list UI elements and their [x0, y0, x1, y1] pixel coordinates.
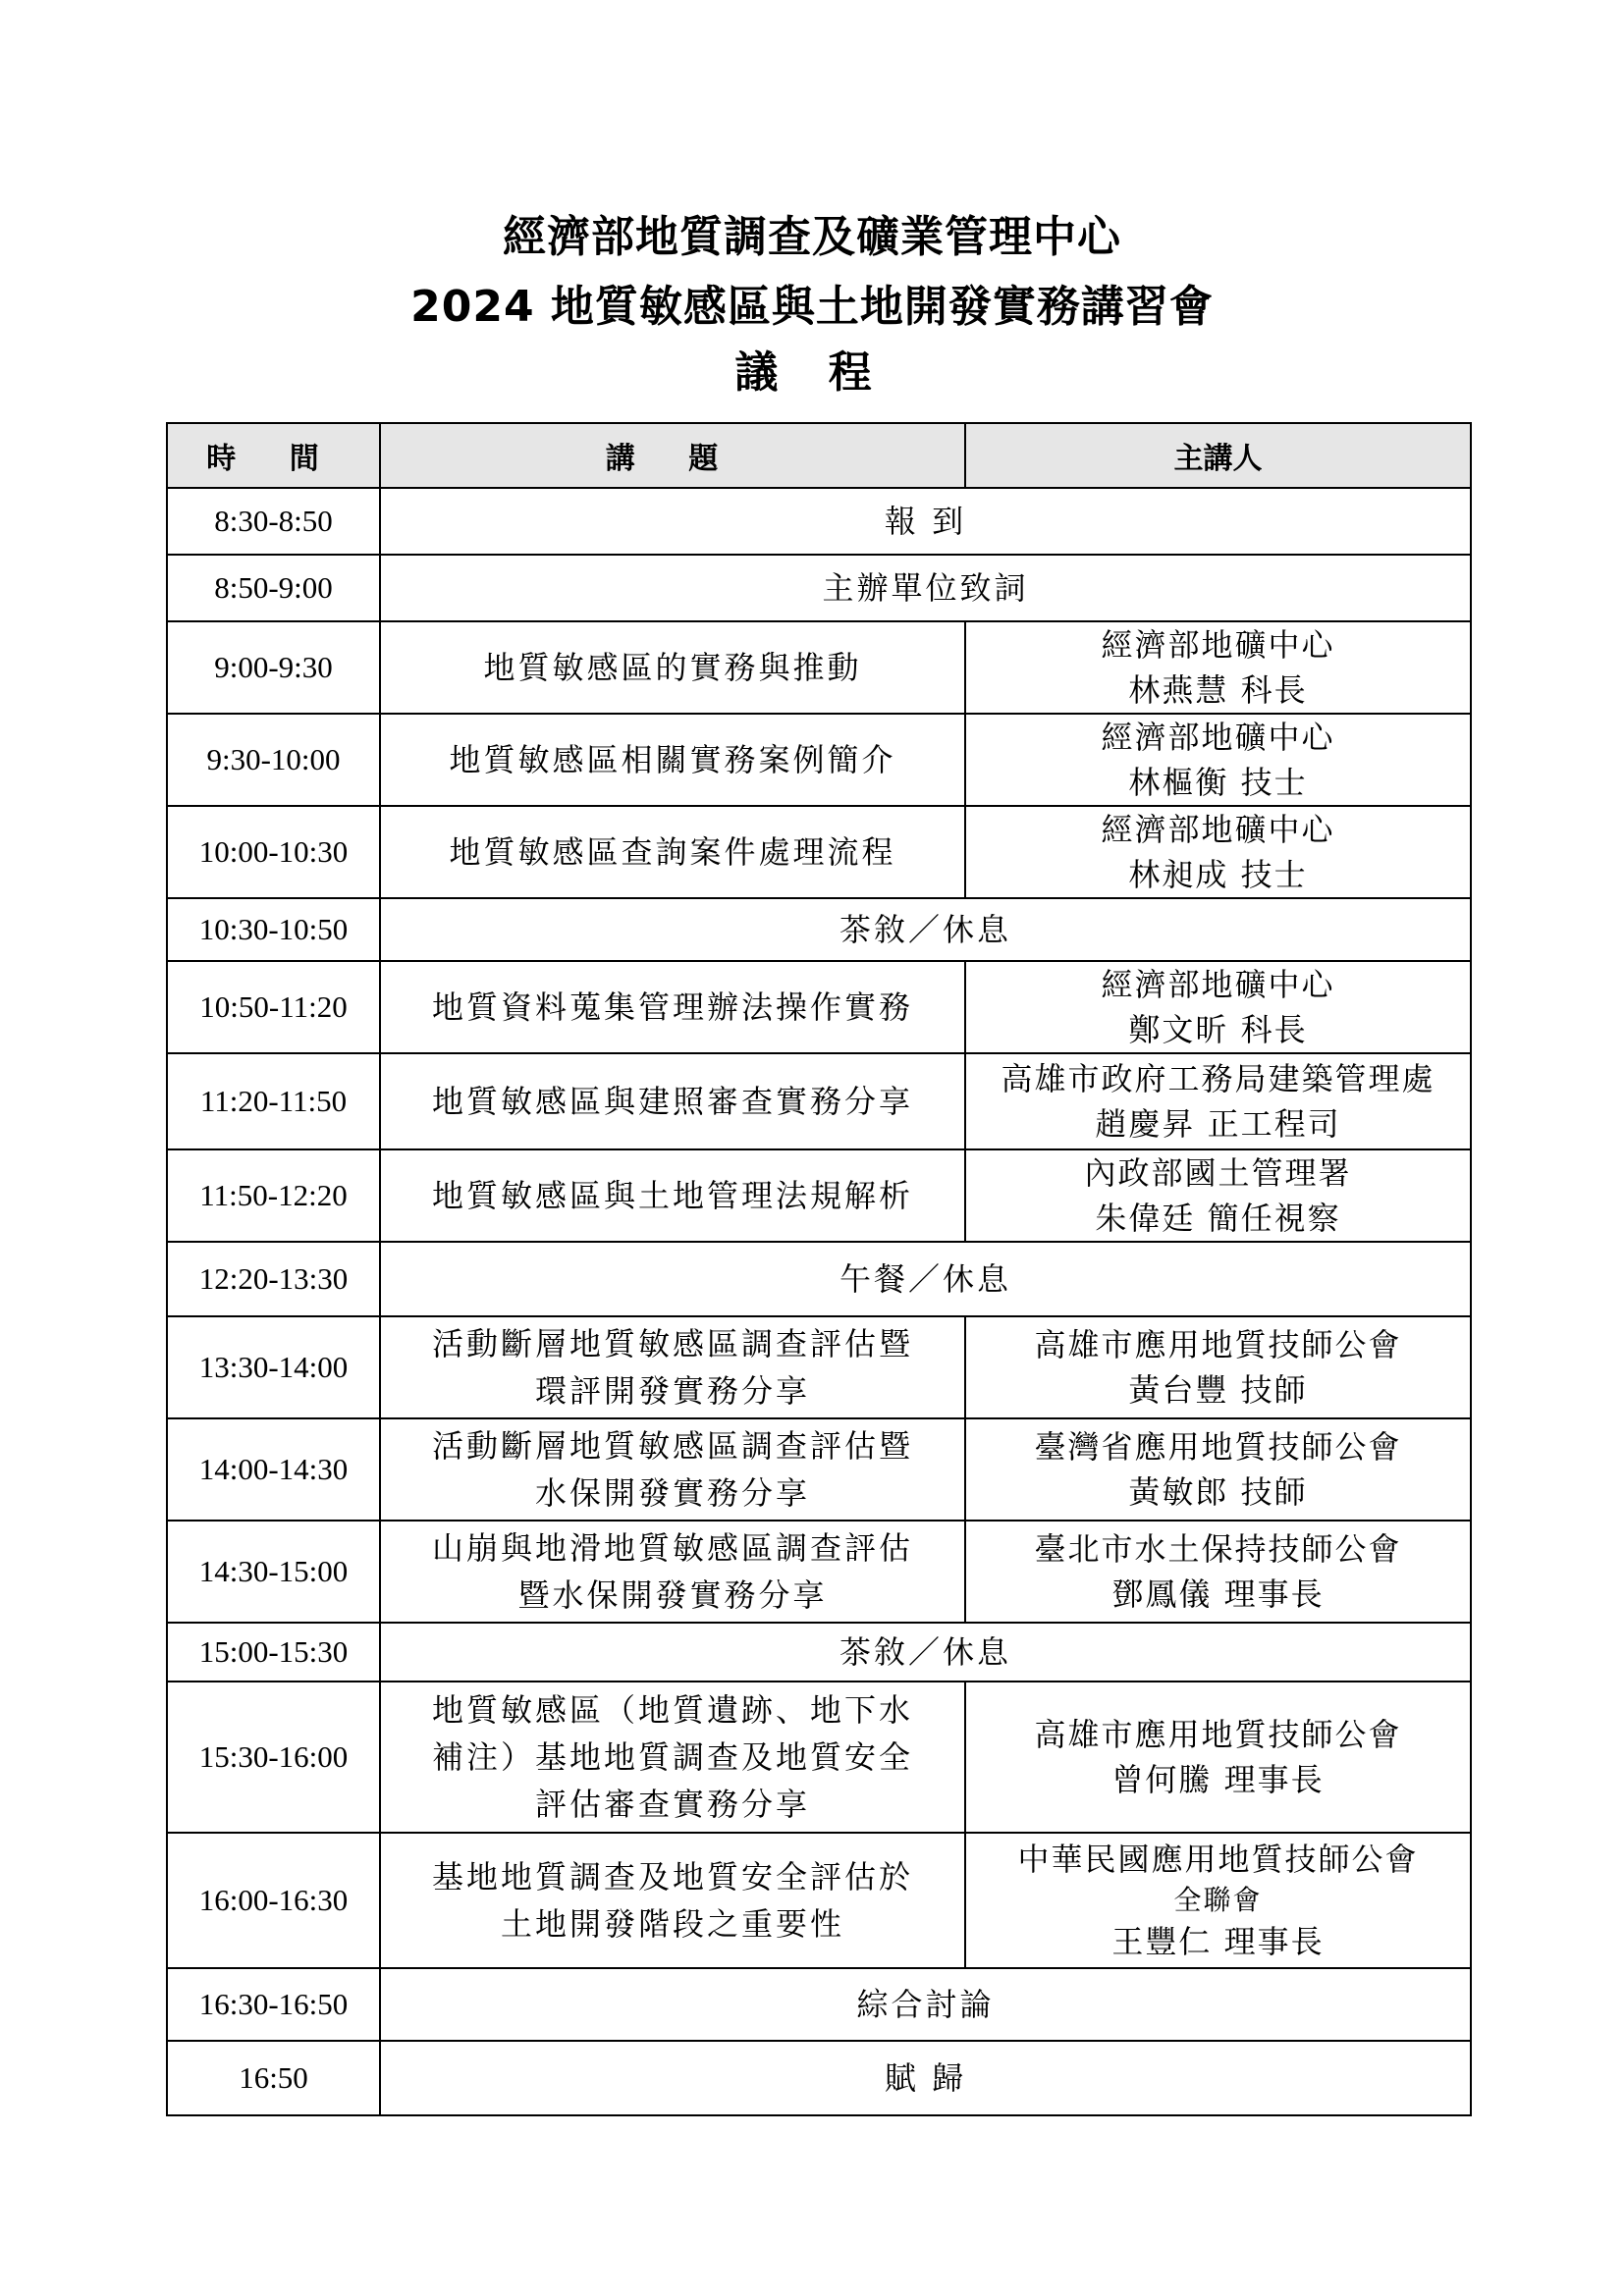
column-header-time: 時 間	[167, 423, 380, 488]
agenda-row	[167, 1053, 1471, 1149]
speaker-affiliation: 經濟部地礦中心	[1101, 966, 1335, 1003]
agenda-heading: 議 程	[734, 347, 890, 398]
topic-line: 地質敏感區與建照審查實務分享	[431, 1083, 913, 1120]
topic-line: 補注）基地地質調查及地質安全	[431, 1738, 913, 1776]
session-break-cell: 綜合討論	[380, 1968, 1471, 2041]
time-cell: 13:30-14:00	[167, 1316, 380, 1418]
time-cell: 11:20-11:50	[167, 1053, 380, 1149]
speaker-cell	[965, 1053, 1471, 1149]
agenda-row	[167, 898, 1471, 961]
session-break-cell: 報 到	[380, 488, 1471, 555]
time-cell: 9:30-10:00	[167, 714, 380, 806]
agenda-row	[167, 714, 1471, 806]
agenda-row	[167, 2041, 1471, 2115]
column-header-speaker: 主講人	[965, 423, 1471, 488]
time-cell: 8:30-8:50	[167, 488, 380, 555]
topic-line: 地質敏感區（地質遺跡、地下水	[431, 1691, 913, 1729]
topic-cell	[380, 621, 965, 714]
topic-cell	[380, 1682, 965, 1833]
agenda-row	[167, 1242, 1471, 1316]
time-cell: 10:50-11:20	[167, 961, 380, 1053]
speaker-affiliation: 臺灣省應用地質技師公會	[1034, 1428, 1402, 1466]
topic-line: 地質資料蒐集管理辦法操作實務	[431, 988, 913, 1026]
topic-cell	[380, 1521, 965, 1623]
topic-line: 活動斷層地質敏感區調查評估暨	[431, 1325, 913, 1362]
agenda-row	[167, 1623, 1471, 1682]
speaker-name: 曾何騰 理事長	[1111, 1761, 1325, 1798]
speaker-cell	[965, 1418, 1471, 1521]
topic-cell	[380, 806, 965, 898]
topic-cell	[380, 1418, 965, 1521]
topic-line: 環評開發實務分享	[534, 1372, 810, 1410]
topic-line: 基地地質調查及地質安全評估於	[431, 1858, 913, 1896]
agenda-row	[167, 1316, 1471, 1418]
topic-line: 評估審查實務分享	[534, 1786, 810, 1823]
topic-cell	[380, 961, 965, 1053]
speaker-cell	[965, 1682, 1471, 1833]
speaker-affiliation: 中華民國應用地質技師公會	[1017, 1841, 1419, 1878]
speaker-name: 趙慶昇 正工程司	[1095, 1105, 1341, 1143]
time-cell: 15:00-15:30	[167, 1623, 380, 1682]
time-cell: 16:50	[167, 2041, 380, 2115]
agenda-row	[167, 621, 1471, 714]
agenda-row	[167, 1968, 1471, 2041]
topic-cell	[380, 1316, 965, 1418]
speaker-name: 黃敏郎 技師	[1128, 1473, 1308, 1511]
time-cell: 11:50-12:20	[167, 1149, 380, 1242]
speaker-affiliation: 臺北市水土保持技師公會	[1034, 1530, 1402, 1568]
topic-line: 土地開發階段之重要性	[500, 1905, 844, 1943]
topic-line: 活動斷層地質敏感區調查評估暨	[431, 1427, 913, 1465]
speaker-cell	[965, 1149, 1471, 1242]
session-break-cell: 茶敘／休息	[380, 898, 1471, 961]
speaker-name: 鄭文昕 科長	[1128, 1011, 1308, 1048]
speaker-cell	[965, 806, 1471, 898]
time-cell: 12:20-13:30	[167, 1242, 380, 1316]
speaker-cell	[965, 1833, 1471, 1968]
speaker-name: 林昶成 技士	[1128, 856, 1308, 893]
topic-cell	[380, 1833, 965, 1968]
speaker-affiliation: 經濟部地礦中心	[1101, 626, 1335, 664]
agenda-row	[167, 1833, 1471, 1968]
topic-cell	[380, 1053, 965, 1149]
session-break-cell: 賦 歸	[380, 2041, 1471, 2115]
speaker-name: 王豐仁 理事長	[1111, 1923, 1325, 1960]
time-cell: 8:50-9:00	[167, 555, 380, 621]
time-cell: 14:30-15:00	[167, 1521, 380, 1623]
speaker-affiliation: 全聯會	[1173, 1884, 1263, 1916]
speaker-cell	[965, 621, 1471, 714]
topic-line: 地質敏感區相關實務案例簡介	[449, 741, 896, 778]
time-cell: 15:30-16:00	[167, 1682, 380, 1833]
topic-line: 水保開發實務分享	[534, 1474, 810, 1512]
speaker-name: 林樞衡 技士	[1128, 764, 1308, 801]
speaker-cell	[965, 1316, 1471, 1418]
agenda-row	[167, 488, 1471, 555]
agenda-row	[167, 806, 1471, 898]
speaker-affiliation: 經濟部地礦中心	[1101, 811, 1335, 848]
speaker-cell	[965, 961, 1471, 1053]
agenda-row	[167, 555, 1471, 621]
header-row	[167, 423, 1471, 488]
topic-cell	[380, 714, 965, 806]
time-cell: 14:00-14:30	[167, 1418, 380, 1521]
speaker-name: 朱偉廷 簡任視察	[1095, 1200, 1341, 1237]
session-break-cell: 茶敘／休息	[380, 1623, 1471, 1682]
topic-line: 山崩與地滑地質敏感區調查評估	[431, 1529, 913, 1567]
agenda-row	[167, 961, 1471, 1053]
agenda-row	[167, 1149, 1471, 1242]
speaker-cell	[965, 1521, 1471, 1623]
agenda-body	[167, 488, 1471, 2115]
time-cell: 16:00-16:30	[167, 1833, 380, 1968]
time-cell: 9:00-9:30	[167, 621, 380, 714]
session-break-cell: 主辦單位致詞	[380, 555, 1471, 621]
agenda-row	[167, 1418, 1471, 1521]
topic-cell	[380, 1149, 965, 1242]
speaker-name: 鄧鳳儀 理事長	[1111, 1575, 1325, 1613]
time-cell: 16:30-16:50	[167, 1968, 380, 2041]
session-break-cell: 午餐／休息	[380, 1242, 1471, 1316]
topic-line: 暨水保開發實務分享	[517, 1576, 828, 1614]
agenda-table	[166, 422, 1472, 2116]
time-cell: 10:30-10:50	[167, 898, 380, 961]
column-header-topic: 講 題	[380, 423, 965, 488]
speaker-cell	[965, 714, 1471, 806]
speaker-name: 林燕慧 科長	[1128, 671, 1308, 709]
speaker-affiliation: 高雄市應用地質技師公會	[1034, 1326, 1402, 1363]
topic-line: 地質敏感區查詢案件處理流程	[449, 833, 896, 871]
document-title: 經濟部地質調查及礦業管理中心	[503, 212, 1121, 262]
speaker-affiliation: 經濟部地礦中心	[1101, 719, 1335, 756]
agenda-row	[167, 1682, 1471, 1833]
topic-line: 地質敏感區與土地管理法規解析	[431, 1177, 913, 1214]
topic-line: 地質敏感區的實務與推動	[483, 649, 862, 686]
speaker-name: 黃台豐 技師	[1128, 1371, 1308, 1409]
time-cell: 10:00-10:30	[167, 806, 380, 898]
agenda-row	[167, 1521, 1471, 1623]
speaker-affiliation: 內政部國土管理署	[1084, 1154, 1352, 1192]
event-title: 2024 地質敏感區與土地開發實務講習會	[410, 282, 1214, 332]
speaker-affiliation: 高雄市政府工務局建築管理處	[1001, 1060, 1435, 1097]
speaker-affiliation: 高雄市應用地質技師公會	[1034, 1716, 1402, 1753]
